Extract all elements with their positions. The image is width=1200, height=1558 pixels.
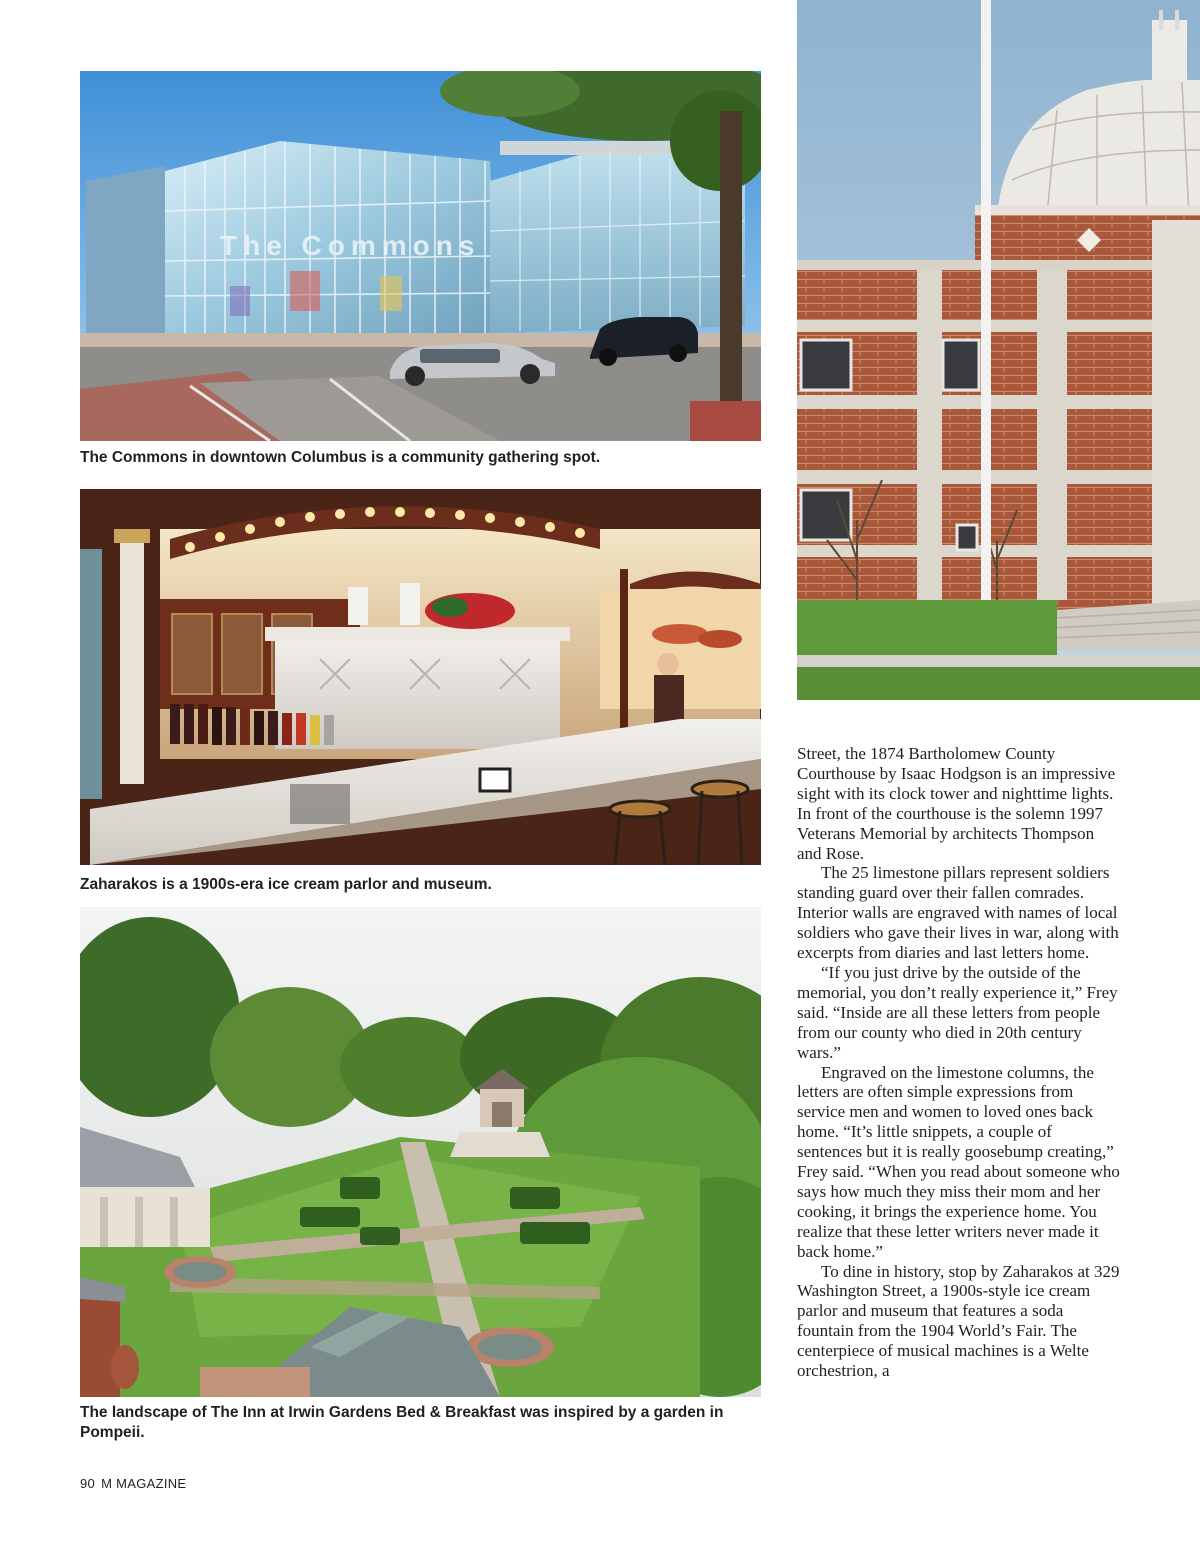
- article-paragraph: “If you just drive by the outside of the memorial, you don’t really experience it,” Frey said. “Inside are all these letters from people from our county who died in 20th century wars.”: [797, 962, 1118, 1062]
- photo-irwin-gardens: [80, 907, 761, 1397]
- article-body: [797, 744, 1121, 1381]
- photo-the-commons: [80, 71, 761, 441]
- commons-sign-text: The Commons: [220, 230, 481, 261]
- page-number: 90: [80, 1476, 96, 1491]
- caption-zaharakos: Zaharakos is a 1900s-era ice cream parlor and museum.: [80, 876, 492, 893]
- article-paragraph: To dine in history, stop by Zaharakos at 329 Washington Street, a 1900s-style ice cream parlor and museum that features a soda fountain from the 1904 World’s Fair. The centerpiece of musical machines is a Welte orchestrion, a: [797, 1261, 1120, 1381]
- magazine-name: M MAGAZINE: [101, 1476, 187, 1491]
- article-paragraph: Engraved on the limestone columns, the letters are often simple expressions from service men and women to loved ones back home. “It’s little snippets, a couple of sentences but it is really goosebump creating,” Frey said. “When you read about someone who says how much they miss their mom and her cooking, it brings the experience home. You realize that these letter writers never made it back home.”: [797, 1062, 1120, 1261]
- article-paragraph: Street, the 1874 Bartholomew County Courthouse by Isaac Hodgson is an impressive sight with its clock tower and nighttime lights. In front of the courthouse is the solemn 1997 Veterans Memorial by architects Thompson and Rose.: [797, 744, 1116, 863]
- photo-zaharakos-ice-cream-parlor: [80, 489, 761, 865]
- photo-brick-building-with-dome: [797, 0, 1200, 700]
- article-paragraph: The 25 limestone pillars represent soldiers standing guard over their fallen comrades. Interior walls are engraved with names of local soldiers who gave their lives in war, along with excerpts from diaries and last letters home.: [797, 863, 1119, 963]
- page-folio: [80, 1476, 186, 1491]
- caption-the-commons: The Commons in downtown Columbus is a community gathering spot.: [80, 449, 601, 466]
- caption-irwin-gardens: The landscape of The Inn at Irwin Gardens Bed & Breakfast was inspired by a garden in Pompeii.: [80, 1404, 724, 1441]
